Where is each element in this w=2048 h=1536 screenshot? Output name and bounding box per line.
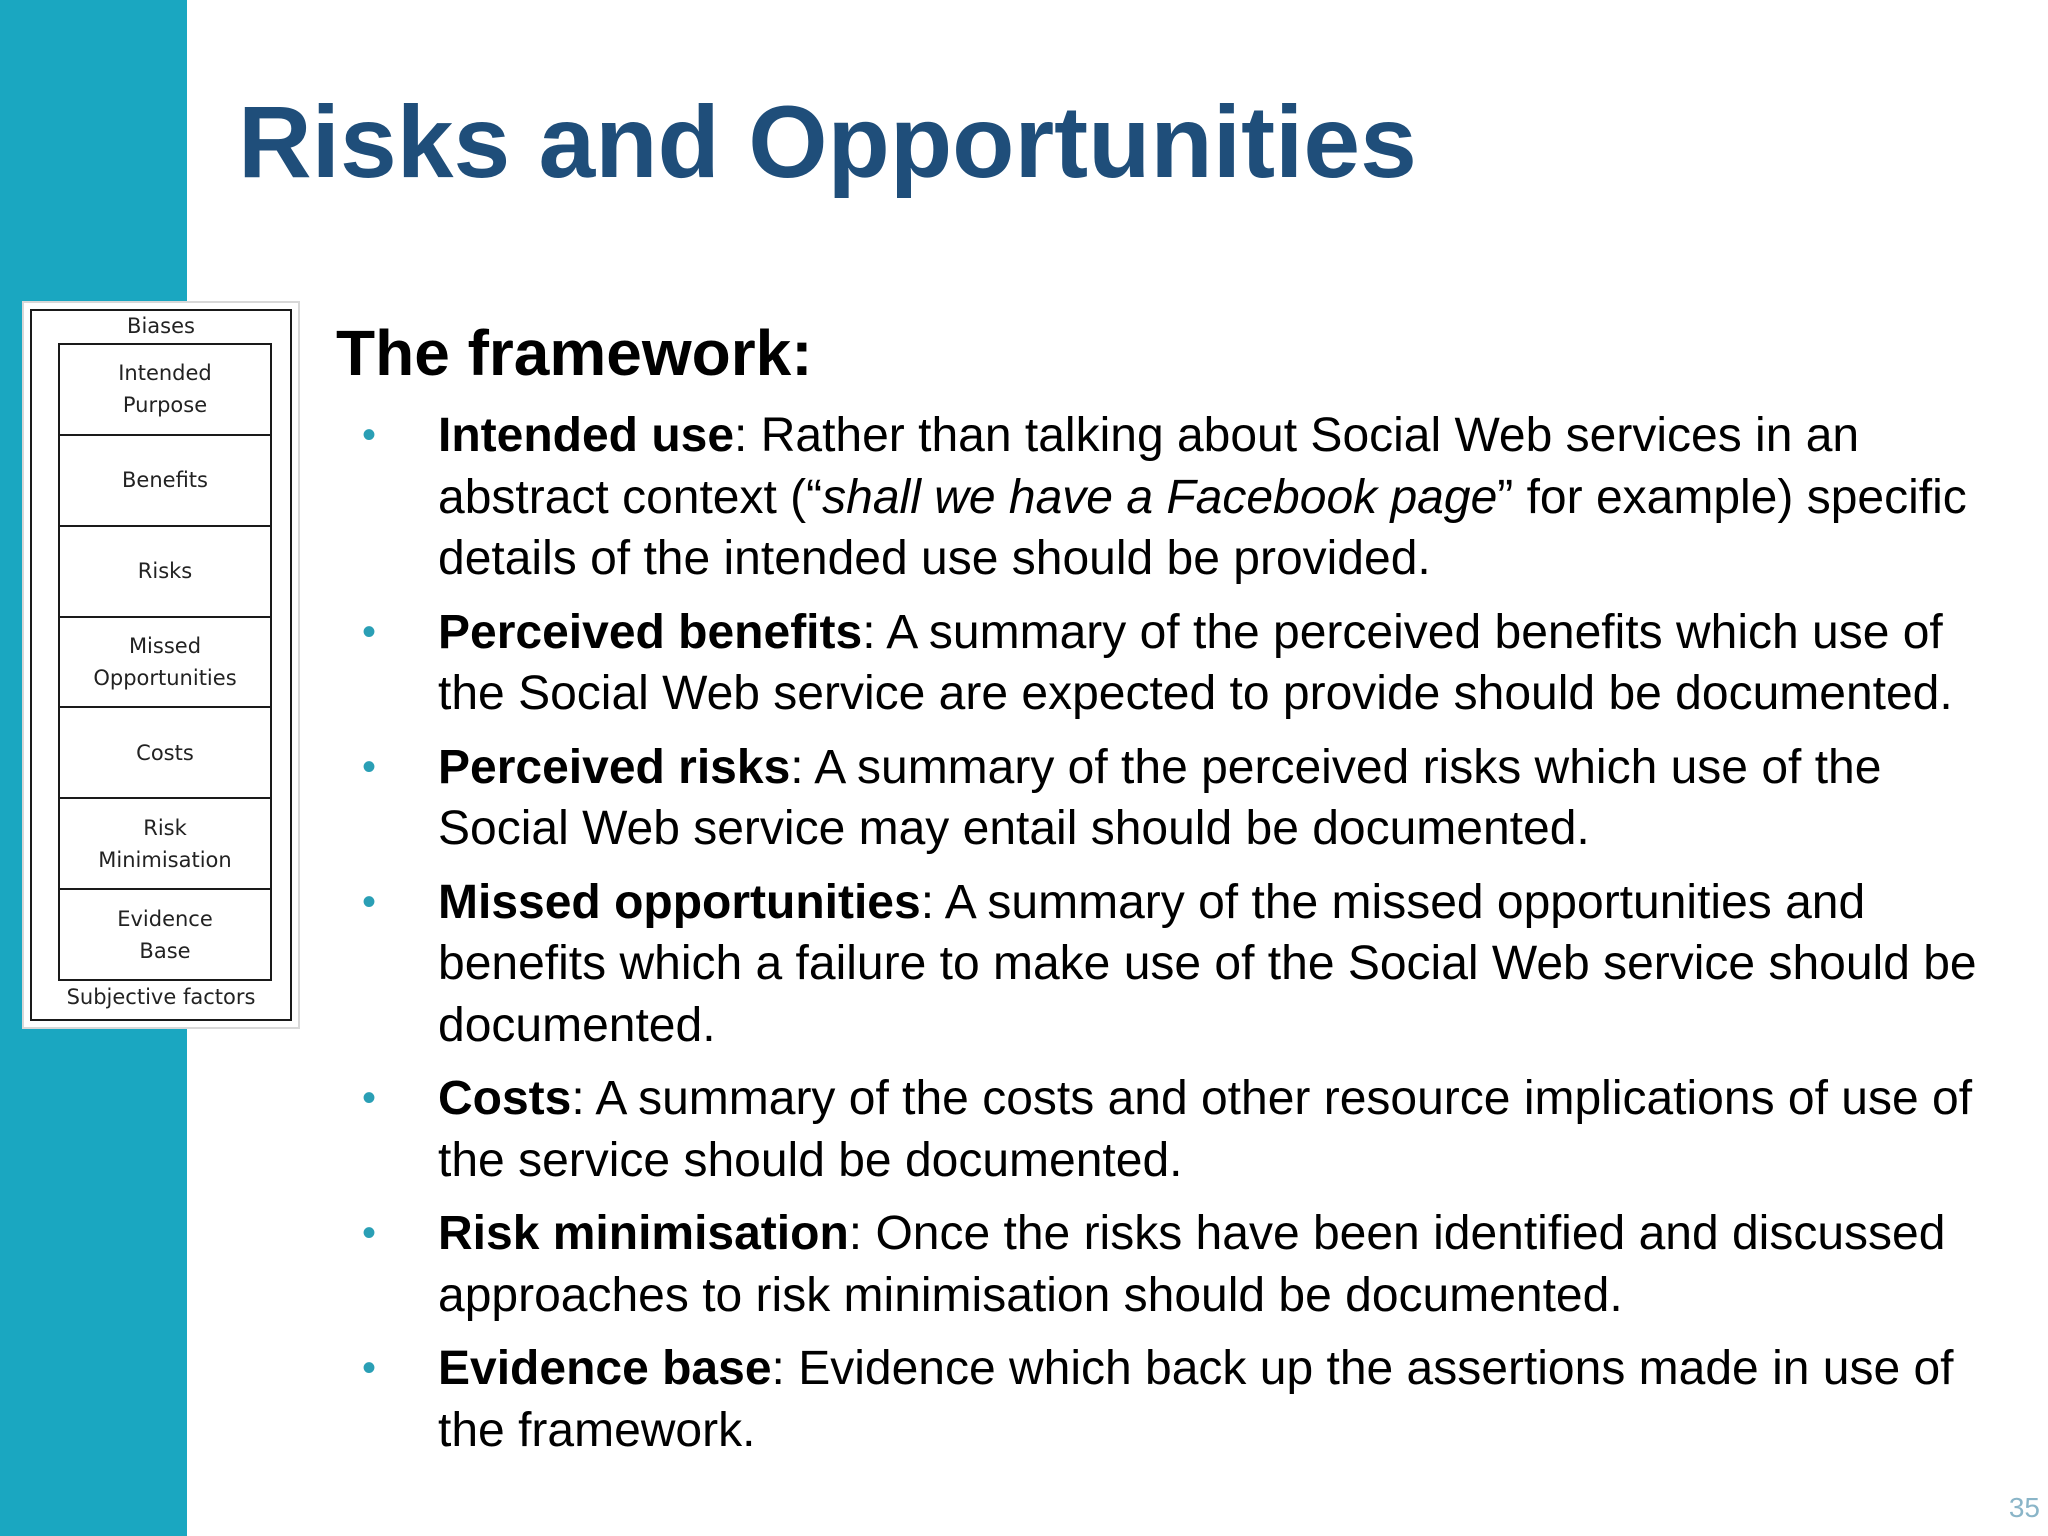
slide-title: Risks and Opportunities <box>238 85 1417 199</box>
diagram-box-benefits: Benefits <box>60 436 270 527</box>
bullet-text-end: ” for example) specific details of the intended use should be provided. <box>438 470 1967 585</box>
bullet-costs <box>338 1068 2018 1191</box>
bullet-term: Intended use <box>438 409 735 462</box>
bullet-term: Perceived benefits <box>438 605 863 659</box>
bullet-dot-icon: • <box>362 1211 377 1255</box>
bullet-missed-opportunities <box>338 872 2018 1057</box>
bullet-italic-text: shall we have a Facebook page <box>822 470 1498 524</box>
bullet-term: Risk minimisation <box>438 1207 849 1260</box>
diagram-bottom-label: Subjective factors <box>66 985 256 1009</box>
diagram-frame <box>30 309 292 1021</box>
bullet-text: : A summary of the missed opportunities and benefits which a failure to make use of the Social Web service should be documented. <box>438 875 1977 1052</box>
bullet-dot-icon: • <box>362 1346 377 1390</box>
bullet-text: : Evidence which back up the assertions made in use of the framework. <box>438 1342 1954 1457</box>
diagram-box-evidence-base: Evidence Base <box>117 906 213 963</box>
bullet-dot-icon: • <box>362 1076 377 1120</box>
bullet-term: Costs <box>438 1072 572 1125</box>
framework-bullet-list <box>338 405 2018 1473</box>
bullet-dot-icon: • <box>362 879 377 924</box>
diagram-box-risk-minimisation: Risk Minimisation <box>60 799 270 890</box>
bullet-risk-minimisation <box>338 1203 2018 1326</box>
bullet-text: : Rather than talking about Social Web services in an abstract context (“ <box>438 409 1860 524</box>
bullet-text: : A summary of the perceived benefits which use of the Social Web service are expected to provide should be documented. <box>438 605 1953 720</box>
diagram-box-missed-opportunities: Missed Opportunities <box>60 618 270 709</box>
bullet-term: Evidence base <box>438 1342 772 1395</box>
diagram-box-intended-purpose: Intended Purpose <box>60 345 270 436</box>
bullet-dot-icon: • <box>362 744 377 789</box>
bullet-term: Missed opportunities <box>438 875 921 929</box>
bullet-dot-icon: • <box>362 609 377 654</box>
slide-number: 35 <box>2008 1492 2040 1523</box>
bullet-term: Perceived risks <box>438 740 791 794</box>
diagram-top-label: Biases <box>127 314 195 338</box>
framework-heading: The framework: <box>336 317 813 389</box>
diagram-stack <box>58 343 272 981</box>
framework-diagram <box>24 303 298 1027</box>
bullet-text: : A summary of the costs and other resource implications of use of the service should be documented. <box>438 1072 1973 1187</box>
bullet-dot-icon: • <box>362 413 377 457</box>
bullet-text: : Once the risks have been identified and discussed approaches to risk minimisation should be documented. <box>438 1207 1946 1322</box>
diagram-box-costs: Costs <box>60 708 270 799</box>
bullet-text: : A summary of the perceived risks which use of the Social Web service may entail should be documented. <box>438 740 1882 855</box>
bullet-perceived-benefits <box>338 602 2018 725</box>
bullet-perceived-risks <box>338 737 2018 860</box>
bullet-evidence-base <box>338 1338 2018 1461</box>
diagram-box-risks: Risks <box>60 527 270 618</box>
bullet-intended-use <box>338 405 2018 590</box>
